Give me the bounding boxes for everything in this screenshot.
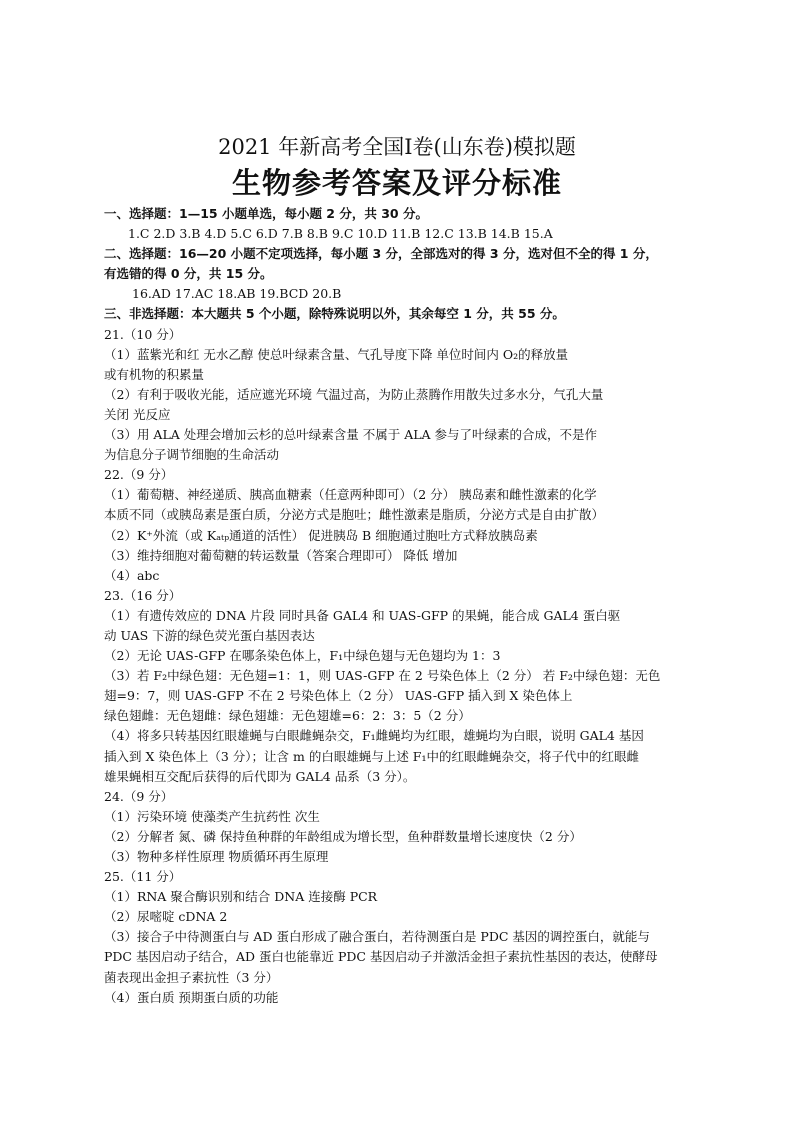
q25-line3: （3）接合子中待测蛋白与 AD 蛋白形成了融合蛋白，若待测蛋白是 PDC 基因的调控蛋白，就能与 bbox=[104, 929, 650, 945]
section2-heading-line2: 有选错的得 0 分，共 15 分。 bbox=[104, 266, 273, 282]
q24-heading: 24.（9 分） bbox=[104, 788, 174, 804]
q24-line1: （1）污染环境 使藻类产生抗药性 次生 bbox=[104, 808, 320, 824]
q22-line2: 本质不同（或胰岛素是蛋白质，分泌方式是胞吐；雌性激素是脂质，分泌方式是自由扩散） bbox=[104, 507, 605, 523]
q25-line1: （1）RNA 聚合酶识别和结合 DNA 连接酶 PCR bbox=[104, 889, 378, 905]
q21-line6: 为信息分子调节细胞的生命活动 bbox=[104, 447, 280, 463]
q21-line5: （3）用 ALA 处理会增加云杉的总叶绿素含量 不属于 ALA 参与了叶绿素的合成，不是作 bbox=[104, 427, 598, 443]
q23-line5: 翅=9：7，则 UAS-GFP 不在 2 号染色体上（2 分） UAS-GFP 插入到 X 染色体上 bbox=[104, 688, 573, 704]
q22-line5: （4）abc bbox=[104, 567, 160, 583]
q25-line2: （2）尿嘧啶 cDNA 2 bbox=[104, 909, 228, 925]
page-title: 2021 年新高考全国Ⅰ卷(山东卷)模拟题 bbox=[218, 135, 576, 159]
q25-line4: PDC 基因启动子结合，AD 蛋白也能靠近 PDC 基因启动子并激活金担子素抗性基因的表达，使酵母 bbox=[104, 949, 658, 965]
q21-line4: 关闭 光反应 bbox=[104, 406, 171, 422]
q24-line3: （3）物种多样性原理 物质循环再生原理 bbox=[104, 849, 329, 864]
q23-line8: 插入到 X 染色体上（3 分）；让含 m 的白眼雄蝇与上述 F₁中的红眼雌蝇杂交，将子代中的红眼雌 bbox=[104, 748, 639, 764]
q23-line6: 绿色翅雌：无色翅雌：绿色翅雄：无色翅雄=6：2：3：5（2 分） bbox=[104, 708, 471, 724]
q21-line3: （2）有利于吸收光能，适应遮光环境 气温过高，为防止蒸腾作用散失过多水分，气孔大量 bbox=[104, 386, 604, 402]
q21-heading: 21.（10 分） bbox=[104, 326, 182, 342]
q23-heading: 23.（16 分） bbox=[104, 587, 182, 603]
q23-line7: （4）将多只转基因红眼雄蝇与白眼雌蝇杂交，F₁雌蝇均为红眼，雄蝇均为白眼，说明 GAL4 基因 bbox=[104, 728, 644, 744]
section3-heading: 三、非选择题：本大题共 5 个小题，除特殊说明以外，其余每空 1 分，共 55 分。 bbox=[104, 306, 565, 322]
answer-body bbox=[104, 204, 692, 1008]
q23-line1: （1）有遗传效应的 DNA 片段 同时具备 GAL4 和 UAS-GFP 的果蝇，能合成 GAL4 蛋白驱 bbox=[104, 607, 621, 623]
q23-line4: （3）若 F₂中绿色翅：无色翅=1：1，则 UAS-GFP 在 2 号染色体上（2 分） 若 F₂中绿色翅：无色 bbox=[104, 668, 661, 684]
q21-line1: （1）蓝紫光和红 无水乙醇 使总叶绿素含量、气孔导度下降 单位时间内 O₂的释放量 bbox=[104, 346, 569, 362]
q22-heading: 22.（9 分） bbox=[104, 467, 174, 483]
q23-line2: 动 UAS 下游的绿色荧光蛋白基因表达 bbox=[104, 627, 315, 643]
q22-line1: （1）葡萄糖、神经递质、胰高血糖素（任意两种即可）（2 分） 胰岛素和雌性激素的化学 bbox=[104, 487, 597, 503]
q25-heading: 25.（11 分） bbox=[104, 869, 182, 885]
q23-line3: （2）无论 UAS-GFP 在哪条染色体上，F₁中绿色翅与无色翅均为 1：3 bbox=[104, 648, 501, 664]
section1-heading: 一、选择题：1—15 小题单选，每小题 2 分，共 30 分。 bbox=[104, 206, 428, 221]
section2-answers: 16.AD 17.AC 18.AB 19.BCD 20.B bbox=[132, 286, 342, 302]
q21-line2: 或有机物的积累量 bbox=[104, 366, 205, 382]
q22-line3: （2）K⁺外流（或 Kₐₜₚ通道的活性） 促进胰岛 B 细胞通过胞吐方式释放胰岛素 bbox=[104, 527, 538, 543]
q25-line6: （4）蛋白质 预期蛋白质的功能 bbox=[104, 989, 279, 1005]
q23-line9: 雄果蝇相互交配后获得的后代即为 GAL4 品系（3 分）。 bbox=[104, 768, 416, 784]
q22-line4: （3）维持细胞对葡萄糖的转运数量（答案合理即可） 降低 增加 bbox=[104, 547, 458, 563]
page-subtitle: 生物参考答案及评分标准 bbox=[231, 166, 562, 200]
q25-line5: 菌表现出金担子素抗性（3 分） bbox=[104, 969, 279, 985]
section2-heading-line1: 二、选择题：16—20 小题不定项选择，每小题 3 分，全部选对的得 3 分，选对但不全的得 1 分， bbox=[104, 246, 658, 262]
q24-line2: （2）分解者 氮、磷 保持鱼种群的年龄组成为增长型，鱼种群数量增长速度快（2 分） bbox=[104, 828, 582, 844]
section1-answers: 1.C 2.D 3.B 4.D 5.C 6.D 7.B 8.B 9.C 10.D 11.B 12.C 13.B 14.B 15.A bbox=[128, 226, 553, 242]
